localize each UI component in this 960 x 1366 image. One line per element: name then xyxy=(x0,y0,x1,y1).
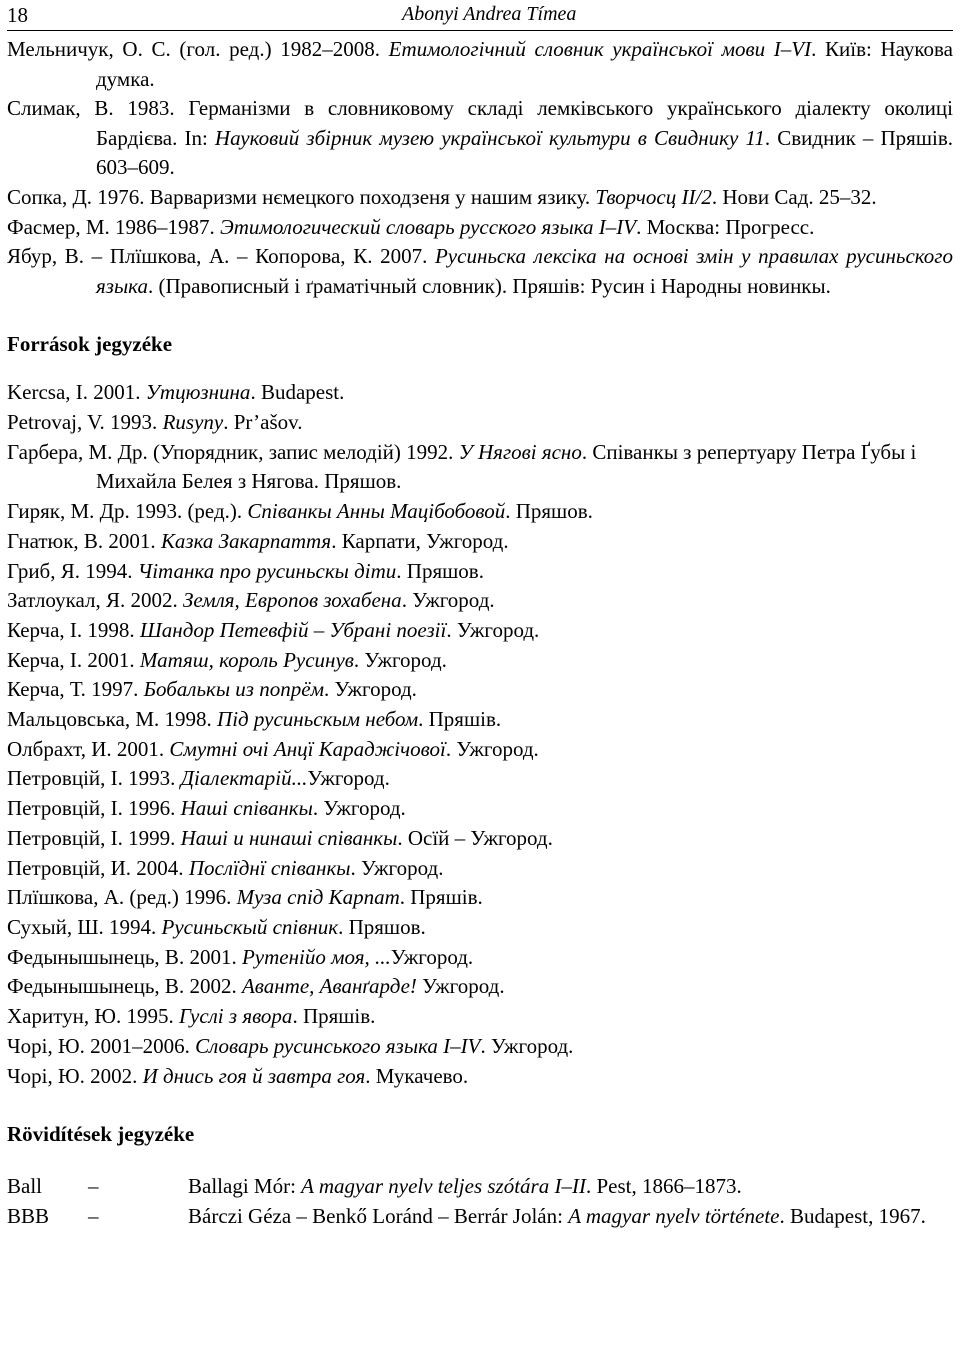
source-entry: Петровцій, І. 1993. Діалектарій...Ужгород. xyxy=(7,766,390,791)
source-title: Рутенійо моя, ... xyxy=(241,944,391,969)
page-number: 18 xyxy=(7,3,28,27)
source-entry: Петровцій, І. 1996. Наші співанкы. Ужгород. xyxy=(7,796,406,821)
source-entry: Керча, Т. 1997. Бобалькы из попрём. Ужгород. xyxy=(7,677,417,702)
source-title: Співанкы Анны Мацібобовой xyxy=(247,499,506,524)
source-entry: Федынышынець, В. 2001. Рутенійо моя, ...Ужгород. xyxy=(7,944,474,969)
source-title: Наші співанкы xyxy=(180,796,313,821)
source-title: Діалектарій... xyxy=(180,766,308,791)
source-title: Бобалькы из попрём xyxy=(143,677,324,702)
source-entry: Харитун, Ю. 1995. Гуслі з явора. Пряшів. xyxy=(7,1004,376,1029)
source-title: Під русиньскым небом xyxy=(217,707,419,732)
source-entry: Kercsa, I. 2001. Утцюзнина. Budapest. xyxy=(7,380,345,405)
abbreviation-key: BBB xyxy=(7,1203,50,1228)
document-page xyxy=(7,0,953,1231)
source-entry: Гнатюк, В. 2001. Казка Закарпаття. Карпати, Ужгород. xyxy=(7,528,509,553)
source-title: Смутні очі Анцї Караджічової xyxy=(169,736,446,761)
source-entry: Гарбера, М. Др. (Упорядник, запис мелодій) 1992. У Нягові ясно. Співанкы з репертуару Петра Ґубы і Михайла Белея з Нягова. Пряшов. xyxy=(7,439,917,494)
source-entry: Затлоукал, Я. 2002. Земля, Европов зохабена. Ужгород. xyxy=(7,588,495,613)
source-title: У Нягові ясно xyxy=(458,439,582,464)
source-title: Утцюзнина xyxy=(145,380,251,405)
source-entry: Гиряк, М. Др. 1993. (ред.). Співанкы Анны Мацібобовой. Пряшов. xyxy=(7,499,593,524)
abbreviation-description: Bárczi Géza – Benkő Loránd – Berrár Jolán: A magyar nyelv története. Budapest, 1967. xyxy=(188,1203,926,1228)
reference-entry: Фасмер, М. 1986–1987. Этимологический словарь русского языка I–IV. Москва: Прогресс. xyxy=(7,214,815,239)
reference-title: Русиньска лексіка на основі змін у правилах русиньского языка xyxy=(96,244,953,298)
running-author: Abonyi Andrea Tímea xyxy=(402,3,577,25)
source-title: Аванте, Аванґарде! xyxy=(241,974,417,999)
source-title: Послїднї спiванкы xyxy=(188,855,351,880)
reference-entry: Слимак, В. 1983. Германізми в словниковому складі лемківського українського діалекту околиці Бардієва. In: Науковий збірник музею української культури в Свиднику 11. Свидник – Пряшів. 603–609. xyxy=(7,96,953,180)
source-entry: Петровцій, И. 2004. Послїднї спiванкы. Ужгород. xyxy=(7,855,444,880)
abbreviations-table xyxy=(7,1172,953,1231)
reference-entry: Сопка, Д. 1976. Варваризми нємецкого походзеня у нашим язику. Творчосц II/2. Нови Сад. 25–32. xyxy=(7,184,877,209)
source-title: Матяш, король Русинув xyxy=(139,647,354,672)
source-entry: Керча, І. 1998. Шандор Петевфій – Убрані поезії. Ужгород. xyxy=(7,617,540,642)
source-entry: Чорі, Ю. 2002. И днись гоя й завтра гоя. Мукачево. xyxy=(7,1063,469,1088)
source-entry: Сухый, Ш. 1994. Русиньскый співник. Пряшов. xyxy=(7,915,426,939)
source-title: Земля, Европов зохабена xyxy=(183,588,402,613)
reference-title: Этимологический словарь русского языка I–IV xyxy=(220,214,637,239)
abbreviation-row xyxy=(7,1202,953,1232)
source-title: Словарь русинського языка I–IV xyxy=(195,1033,481,1058)
reference-entry: Мельничук, О. С. (гол. ред.) 1982–2008. Етимологічний словник української мови I–VI. Київ: Наукова думка. xyxy=(7,37,953,91)
source-entry: Чорі, Ю. 2001–2006. Словарь русинського языка I–IV. Ужгород. xyxy=(7,1033,574,1058)
literature-list xyxy=(7,35,953,301)
source-entry: Керча, І. 2001. Матяш, король Русинув. Ужгород. xyxy=(7,647,447,672)
abbreviation-dash: – xyxy=(88,1174,99,1199)
source-title: Русиньскый співник xyxy=(161,915,339,939)
source-entry: Федынышынець, В. 2002. Аванте, Аванґарде! Ужгород. xyxy=(7,974,505,999)
sources-list xyxy=(7,378,953,1091)
abbreviation-description: Ballagi Mór: A magyar nyelv teljes szótára I–II. Pest, 1866–1873. xyxy=(188,1174,742,1199)
source-title: Чітанка про русиньскы діти xyxy=(137,558,397,583)
sources-heading: Források jegyzéke xyxy=(7,332,173,357)
source-title: Гуслі з явора xyxy=(178,1004,293,1029)
running-header xyxy=(7,0,953,31)
abbreviation-key: Ball xyxy=(7,1174,42,1199)
source-entry: Petrovaj, V. 1993. Rusyny. Pr’ašov. xyxy=(7,410,303,435)
reference-entry: Ябур, В. – Плїшкова, А. – Копорова, К. 2007. Русиньска лексіка на основі змін у правилах русиньского языка. (Правописный і ґраматічный словник). Пряшів: Русин і Народны новинкы. xyxy=(7,244,953,298)
source-entry: Гриб, Я. 1994. Чітанка про русиньскы діти. Пряшов. xyxy=(7,558,484,583)
source-title: Rusyny xyxy=(162,410,224,435)
reference-title: Науковий збірник музею української культури в Свиднику 11 xyxy=(214,125,765,150)
source-entry: Петровцій, І. 1999. Наші и нинаші співанкы. Осїй – Ужгород. xyxy=(7,825,553,850)
abbreviations-heading: Rövidítések jegyzéke xyxy=(7,1122,195,1147)
source-title: И днись гоя й завтра гоя xyxy=(142,1063,366,1088)
source-title: Казка Закарпаття xyxy=(160,528,332,553)
abbreviation-dash: – xyxy=(88,1203,99,1228)
source-title: Шандор Петевфій – Убрані поезії xyxy=(139,617,447,642)
abbreviation-row xyxy=(7,1172,953,1202)
source-entry: Плїшкова, А. (ред.) 1996. Муза спід Карпат. Пряшів. xyxy=(7,885,483,910)
reference-title: Етимологічний словник української мови I–VI xyxy=(388,37,812,61)
source-title: Муза спід Карпат xyxy=(236,885,400,910)
source-entry: Олбрахт, И. 2001. Смутні очі Анцї Караджічової. Ужгород. xyxy=(7,736,539,761)
source-entry: Мальцовська, М. 1998. Під русиньскым небом. Пряшів. xyxy=(7,707,502,732)
reference-title: Творчосц II/2 xyxy=(595,184,712,209)
source-title: Наші и нинаші співанкы xyxy=(180,825,398,850)
